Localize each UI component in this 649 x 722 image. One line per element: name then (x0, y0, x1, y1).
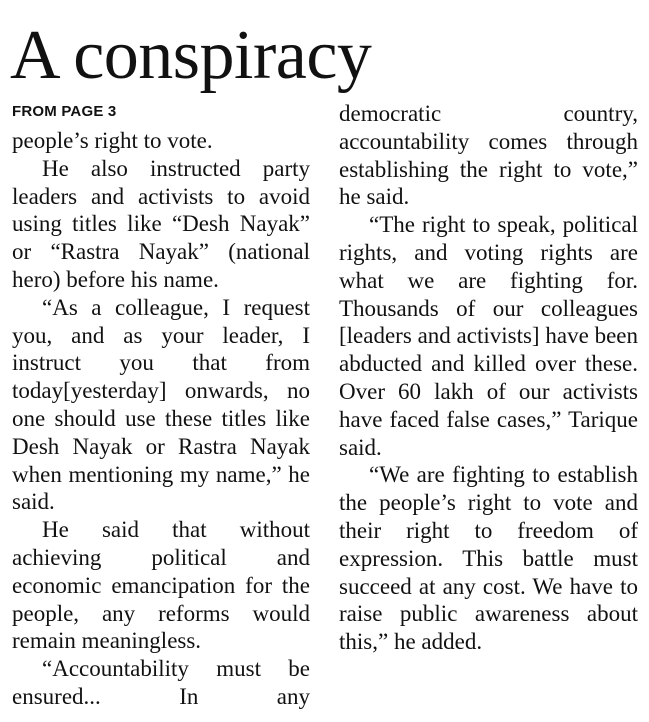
article-column-left (12, 100, 310, 711)
paragraph: “The right to speak, political rights, and voting rights are what we are fighting for. Thousands of our colleagues [leaders and activists] have been abducted and killed over these. Over 60 lakh of our activists have faced false cases,” Tarique said. (339, 212, 638, 460)
jump-label: FROM PAGE 3 (12, 103, 117, 120)
paragraph: people’s right to vote. (12, 128, 213, 153)
paragraph: “Accountability must be ensured... In any (12, 656, 310, 709)
paragraph: He said that without achieving political and economic emancipation for the people, any reforms would remain meaningless. (12, 517, 310, 654)
paragraph: “We are fighting to establish the people’s right to vote and their right to freedom of expression. This battle must succeed at any cost. We have to raise public awareness about this,” he added. (339, 462, 638, 655)
article-column-right (339, 100, 638, 656)
paragraph: “As a colleague, I request you, and as your leader, I instruct you that from today[yesterday] onwards, no one should use these titles like Desh Nayak or Rastra Nayak when mentioning my name,” he said. (12, 294, 310, 515)
headline: A conspiracy (10, 17, 372, 94)
paragraph: democratic country, accountability comes through establishing the right to vote,” he said. (339, 101, 638, 210)
paragraph: He also instructed party leaders and activists to avoid using titles like “Desh Nayak” or “Rastra Nayak” (national hero) before his name. (12, 155, 310, 292)
